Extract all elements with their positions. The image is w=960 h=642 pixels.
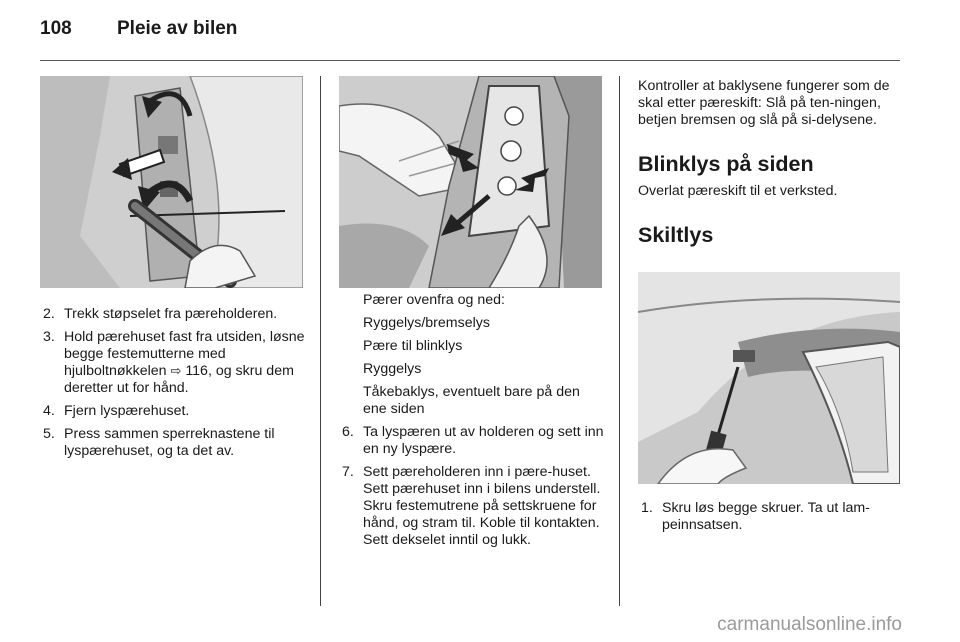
step-text: Hold pærehuset fast fra utsiden, løsne begge festemutterne med hjulboltnøkkelen	[64, 329, 305, 379]
bulb-item: Ryggelys	[363, 361, 422, 377]
step-text-continued: 116, og skru dem deretter ut for hånd.	[64, 363, 294, 396]
list-item	[339, 464, 607, 549]
illustration-licence-plate-light	[638, 272, 900, 484]
step-text: Trekk støpselet fra pæreholderen.	[64, 306, 278, 322]
bulb-item: Pære til blinklys	[363, 338, 463, 354]
step-text: Ta lyspæren ut av holderen og sett inn en ny lyspære.	[363, 424, 604, 457]
illustration-bulb-holder	[339, 76, 602, 288]
step-text: Skru løs begge skruer. Ta ut lam-peinnsatsen.	[662, 500, 870, 533]
header-rule	[40, 60, 900, 61]
step-text: Fjern lyspærehuset.	[64, 403, 190, 419]
step-number: 6.	[342, 424, 354, 440]
step-number: 5.	[43, 426, 55, 442]
list-item	[40, 329, 308, 397]
section-paragraph: Overlat pæreskift til et verksted.	[638, 183, 838, 199]
step-number: 4.	[43, 403, 55, 419]
page-number: 108	[40, 18, 72, 39]
list-item	[40, 306, 308, 323]
illustration-lamp-removal	[40, 76, 303, 288]
step-text: Sett pæreholderen inn i pære-huset. Sett pærehuset inn i bilens understell. Skru festemutrene på settskruene for hånd, og stram til. Koble til kontakten. Sett dekselet inntil og lukk.	[363, 464, 601, 548]
step-number: 7.	[342, 464, 354, 480]
step-number: 2.	[43, 306, 55, 322]
step-number: 3.	[43, 329, 55, 345]
list-item	[339, 424, 607, 458]
column-divider-1	[320, 76, 321, 606]
section-heading-licence-plate-light: Skiltlys	[638, 223, 714, 247]
column-1-text	[40, 306, 308, 466]
column-2-text	[339, 292, 607, 555]
page-title: Pleie av bilen	[117, 18, 238, 39]
column-3-steps	[638, 500, 906, 540]
section-heading-side-indicator: Blinklys på siden	[638, 152, 814, 176]
list-item	[40, 403, 308, 420]
step-text: Press sammen sperreknastene til lyspærehuset, og ta det av.	[64, 426, 275, 459]
bulb-list-heading: Pærer ovenfra og ned:	[363, 292, 505, 308]
column-divider-2	[619, 76, 620, 606]
column-3-text	[638, 78, 906, 248]
page-reference-arrow-icon: ⇨	[170, 364, 182, 379]
bulb-item: Tåkebaklys, eventuelt bare på den ene siden	[363, 384, 580, 417]
step-number: 1.	[641, 500, 653, 516]
list-item	[638, 500, 906, 534]
list-item	[40, 426, 308, 460]
intro-paragraph: Kontroller at baklysene fungerer som de skal etter pæreskift: Slå på ten-ningen, betjen bremsen og slå på si-delysene.	[638, 78, 890, 128]
bulb-item: Ryggelys/bremselys	[363, 315, 490, 331]
watermark: carmanualsonline.info	[717, 614, 902, 635]
